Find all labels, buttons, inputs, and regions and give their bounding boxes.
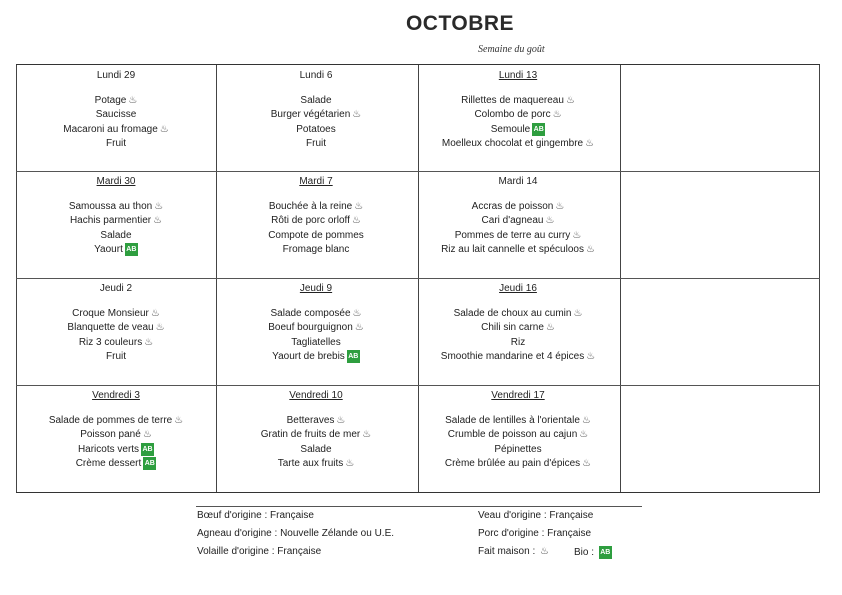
dish-name: Rôti de porc orloff xyxy=(271,215,350,226)
dish-item xyxy=(16,123,216,138)
dish-item xyxy=(418,94,618,109)
chef-hat-icon: ♨ xyxy=(144,336,154,348)
page-title: OCTOBRE xyxy=(405,12,515,35)
menu-day-cell xyxy=(418,69,618,152)
dish-name: Fromage blanc xyxy=(282,244,350,255)
dish-name: Gratin de fruits de mer xyxy=(260,429,361,440)
menu-day-cell xyxy=(16,175,216,258)
dish-item xyxy=(418,414,618,429)
chef-hat-icon: ♨ xyxy=(352,109,362,120)
dish-item xyxy=(16,307,216,322)
dish-item xyxy=(216,94,416,109)
dish-name: Semoule xyxy=(490,123,531,135)
dish-name: Colombo de porc xyxy=(474,109,551,120)
chef-hat-icon: ♨ xyxy=(573,307,583,319)
dish-item xyxy=(16,336,216,351)
dish-name: Moelleux chocolat et gingembre xyxy=(441,138,584,150)
dish-name: Saucisse xyxy=(95,109,137,120)
dish-item xyxy=(216,307,416,322)
chef-hat-icon: ♨ xyxy=(174,414,184,426)
chef-hat-icon: ♨ xyxy=(545,215,555,226)
dish-name: Croque Monsieur xyxy=(72,307,149,319)
dish-item xyxy=(16,428,216,443)
dish-item xyxy=(216,137,416,152)
dish-item xyxy=(16,457,216,472)
dish-name: Tarte aux fruits xyxy=(277,458,344,469)
dish-item xyxy=(418,428,618,443)
day-heading: Mardi 14 xyxy=(498,176,538,187)
dish-item xyxy=(216,229,416,244)
chef-hat-icon: ♨ xyxy=(154,200,164,212)
menu-day-cell xyxy=(216,69,416,152)
chef-hat-icon: ♨ xyxy=(582,458,592,469)
day-heading: Jeudi 2 xyxy=(99,283,133,294)
dish-name: Boeuf bourguignon xyxy=(268,322,353,333)
dish-name: Fruit xyxy=(306,138,326,149)
dish-name: Cari d'agneau xyxy=(481,215,544,226)
dish-item xyxy=(418,214,618,229)
dish-name: Yaourt de brebis xyxy=(272,351,345,363)
dish-name: Tagliatelles xyxy=(291,336,341,348)
dish-item xyxy=(216,443,416,458)
dish-name: Samoussa au thon xyxy=(68,200,153,212)
chef-hat-icon: ♨ xyxy=(345,458,355,469)
chef-hat-icon: ♨ xyxy=(540,546,549,557)
dish-item xyxy=(418,243,618,258)
chef-hat-icon: ♨ xyxy=(336,414,346,426)
dish-item xyxy=(418,137,618,152)
legend-agneau: Agneau d'origine : Nouvelle Zélande ou U.E. xyxy=(197,528,395,539)
dish-item xyxy=(418,457,618,472)
dish-item xyxy=(216,243,416,258)
dish-name: Haricots verts xyxy=(77,443,140,455)
legend-volaille: Volaille d'origine : Française xyxy=(197,546,322,557)
dish-item xyxy=(216,108,416,123)
chef-hat-icon: ♨ xyxy=(150,307,160,319)
dish-name: Crème brûlée au pain d'épices xyxy=(444,458,581,469)
dish-name: Fruit xyxy=(106,138,126,149)
dish-item xyxy=(418,350,618,365)
dish-item xyxy=(216,214,416,229)
dish-name: Burger végétarien xyxy=(270,109,351,120)
dish-item xyxy=(16,108,216,123)
dish-name: Chili sin carne xyxy=(481,322,544,333)
dish-name: Crumble de poisson au cajun xyxy=(447,429,578,440)
chef-hat-icon: ♨ xyxy=(142,429,152,440)
day-heading: Lundi 13 xyxy=(498,70,538,81)
dish-item xyxy=(16,350,216,365)
dish-name: Yaourt xyxy=(94,244,123,256)
dish-item xyxy=(216,428,416,443)
dish-name: Betteraves xyxy=(286,414,335,426)
chef-hat-icon: ♨ xyxy=(352,307,362,319)
dish-item xyxy=(418,200,618,215)
chef-hat-icon: ♨ xyxy=(354,322,364,333)
legend-boeuf: Bœuf d'origine : Française xyxy=(197,510,314,521)
dish-name: Blanquette de veau xyxy=(67,322,154,333)
chef-hat-icon: ♨ xyxy=(585,244,595,255)
chef-hat-icon: ♨ xyxy=(552,109,562,120)
dish-name: Fruit xyxy=(106,351,126,362)
chef-hat-icon: ♨ xyxy=(585,138,595,150)
dish-item xyxy=(418,307,618,322)
dish-item xyxy=(16,229,216,244)
dish-name: Smoothie mandarine et 4 épices xyxy=(440,351,585,362)
ab-bio-icon: AB xyxy=(141,443,154,456)
dish-name: Salade de pommes de terre xyxy=(48,414,173,426)
dish-item xyxy=(16,443,216,458)
dish-item xyxy=(216,414,416,429)
dish-name: Salade xyxy=(100,229,132,241)
menu-day-cell xyxy=(216,389,416,472)
dish-name: Compote de pommes xyxy=(268,229,364,241)
ab-bio-icon: AB xyxy=(599,546,612,559)
ab-bio-icon: AB xyxy=(143,457,156,470)
dish-name: Hachis parmentier xyxy=(69,215,152,226)
day-heading: Mardi 30 xyxy=(96,176,136,187)
chef-hat-icon: ♨ xyxy=(581,414,591,426)
dish-item xyxy=(16,321,216,336)
legend-bio xyxy=(574,546,612,559)
menu-day-cell xyxy=(418,175,618,258)
dish-item xyxy=(418,123,618,138)
dish-item xyxy=(216,457,416,472)
dish-name: Potage xyxy=(94,94,127,106)
ab-bio-icon: AB xyxy=(125,243,138,256)
dish-name: Rillettes de maquereau xyxy=(461,94,564,106)
chef-hat-icon: ♨ xyxy=(565,94,575,106)
dish-item xyxy=(16,243,216,258)
chef-hat-icon: ♨ xyxy=(579,429,589,440)
dish-name: Macaroni au fromage xyxy=(63,123,158,135)
dish-name: Bouchée à la reine xyxy=(268,200,353,212)
chef-hat-icon: ♨ xyxy=(586,351,596,362)
dish-name: Pommes de terre au curry xyxy=(454,229,571,241)
menu-day-cell xyxy=(16,389,216,472)
dish-item xyxy=(216,350,416,365)
legend-veau: Veau d'origine : Française xyxy=(478,510,594,521)
dish-name: Salade xyxy=(300,443,332,455)
dish-name: Salade xyxy=(300,94,332,106)
dish-name: Salade de lentilles à l'orientale xyxy=(445,414,580,426)
grid-row-divider xyxy=(16,385,820,386)
chef-hat-icon: ♨ xyxy=(362,429,372,440)
menu-day-cell xyxy=(216,282,416,365)
chef-hat-icon: ♨ xyxy=(128,94,138,106)
dish-item xyxy=(418,336,618,351)
day-heading: Lundi 29 xyxy=(96,70,136,81)
dish-item xyxy=(216,336,416,351)
dish-name: Crème dessert xyxy=(75,458,142,470)
dish-item xyxy=(418,321,618,336)
legend-porc: Porc d'origine : Française xyxy=(478,528,592,539)
chef-hat-icon: ♨ xyxy=(354,200,364,212)
day-heading: Mardi 7 xyxy=(299,176,333,187)
dish-item xyxy=(418,108,618,123)
menu-day-cell xyxy=(418,282,618,365)
page-subtitle: Semaine du goût xyxy=(478,44,545,55)
chef-hat-icon: ♨ xyxy=(555,200,565,212)
chef-hat-icon: ♨ xyxy=(572,229,582,241)
dish-name: Riz xyxy=(510,336,526,348)
legend-bio-label: Bio : xyxy=(574,547,595,559)
grid-row-divider xyxy=(16,171,820,172)
day-heading: Vendredi 10 xyxy=(289,390,343,401)
chef-hat-icon: ♨ xyxy=(153,215,163,226)
dish-item xyxy=(16,200,216,215)
chef-hat-icon: ♨ xyxy=(545,322,555,333)
menu-day-cell xyxy=(16,69,216,152)
dish-item xyxy=(16,137,216,152)
day-heading: Jeudi 16 xyxy=(499,283,537,294)
dish-item xyxy=(216,321,416,336)
day-heading: Jeudi 9 xyxy=(299,283,333,294)
chef-hat-icon: ♨ xyxy=(159,123,169,135)
dish-name: Pépinettes xyxy=(494,443,542,455)
grid-row-divider xyxy=(16,278,820,279)
legend-fait-maison xyxy=(478,546,549,557)
dish-name: Salade de choux au cumin xyxy=(453,307,572,319)
dish-name: Salade composée xyxy=(270,307,351,319)
chef-hat-icon: ♨ xyxy=(155,322,165,333)
day-heading: Vendredi 17 xyxy=(491,390,545,401)
day-heading: Vendredi 3 xyxy=(92,390,140,401)
menu-day-cell xyxy=(16,282,216,365)
dish-name: Riz au lait cannelle et spéculoos xyxy=(441,244,584,255)
dish-item xyxy=(16,94,216,109)
dish-item xyxy=(216,200,416,215)
dish-item xyxy=(418,443,618,458)
dish-item xyxy=(216,123,416,138)
dish-name: Poisson pané xyxy=(80,429,141,440)
dish-item xyxy=(418,229,618,244)
ab-bio-icon: AB xyxy=(532,123,545,136)
dish-item xyxy=(16,414,216,429)
menu-day-cell xyxy=(216,175,416,258)
day-heading: Lundi 6 xyxy=(299,70,333,81)
ab-bio-icon: AB xyxy=(347,350,360,363)
legend-top-rule xyxy=(196,506,642,507)
menu-day-cell xyxy=(418,389,618,472)
dish-name: Riz 3 couleurs xyxy=(78,336,143,348)
dish-item xyxy=(16,214,216,229)
dish-name: Accras de poisson xyxy=(471,200,554,212)
chef-hat-icon: ♨ xyxy=(351,215,361,226)
legend-fait-maison-label: Fait maison : xyxy=(478,546,536,557)
menu-grid xyxy=(16,64,820,493)
dish-name: Potatoes xyxy=(296,123,336,135)
